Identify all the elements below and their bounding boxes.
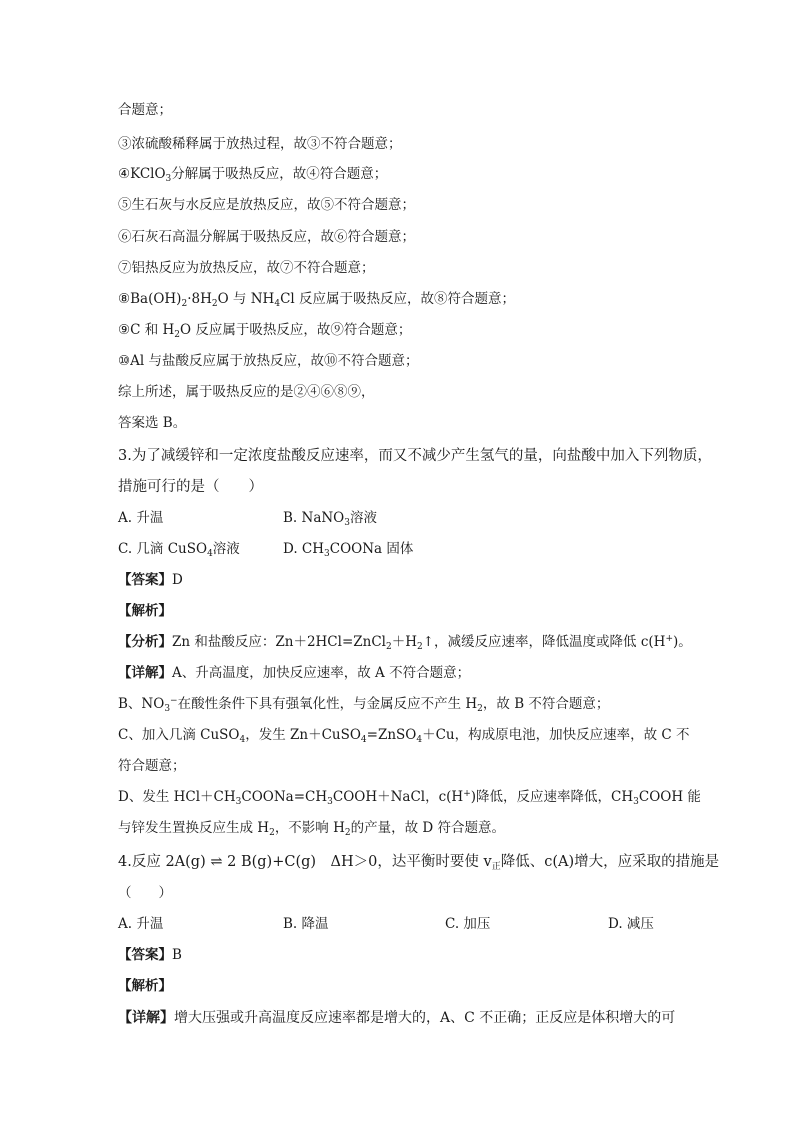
text-line: ⑥石灰石高温分解属于吸热反应，故⑥符合题意； (118, 229, 415, 245)
analysis-heading: 【解析】 (118, 603, 172, 619)
question-3-stem: 3.为了减缓锌和一定浓度盐酸反应速率，而又不减少产生氢气的量，向盐酸中加入下列物质， (118, 448, 712, 464)
option-d: D. $CH_3COONa$ 固体 (283, 541, 414, 559)
detail-line: C、加入几滴 CuSO$_4$，发生 Zn＋CuSO$_4$=ZnSO$_4$＋Cu，构成原电池，加快反应速率，故 C 不 (118, 727, 690, 745)
text-line: ③浓硫酸稀释属于放热过程，故③不符合题意； (118, 136, 402, 152)
detail-line: 与锌发生置换反应生成 $H_2$，不影响 $H_2$的产量，故 D 符合题意。 (118, 820, 506, 838)
text-line: ⑨C 和 $H_2O$ 反应属于吸热反应，故⑨符合题意； (118, 322, 412, 340)
analysis-line: 【分析】Zn 和盐酸反应：$Zn+2HCl=ZnCl_2+H_2↑$，减缓反应速率，降低温度或降低 c(H+)。 (118, 634, 692, 652)
text-line: ⑦铝热反应为放热反应，故⑦不符合题意； (118, 260, 375, 276)
detail-line: B、$NO_3^-$在酸性条件下具有强氧化性，与金属反应不产生 $H_2$，故 B 不符合题意； (118, 696, 610, 714)
question-3-stem: 措施可行的是（ ） (118, 479, 263, 495)
option-a: A. 升温 (118, 916, 164, 932)
text-line: $⑧Ba(OH)_2\cdot 8H_2O$ 与 $NH_4Cl$ 反应属于吸热反应，故⑧符合题意； (118, 291, 516, 309)
answer-line: 【答案】D (118, 572, 183, 588)
detail-line: D、发生 $HCl+CH_3COONa=CH_3COOH+NaCl$，c(H+)降低，反应速率降低，$CH_3COOH$ 能 (118, 789, 701, 807)
option-c: C. 加压 (445, 916, 491, 932)
text-line: ⑩Al 与盐酸反应属于放热反应，故⑩不符合题意； (118, 353, 419, 369)
analysis-heading: 【解析】 (118, 978, 172, 994)
question-4-stem: 4.反应 2A(g) ⇌ 2 B(g)+C(g) ΔH＞0，达平衡时要使 $v_正$降低、c(A)增大，应采取的措施是 (118, 854, 720, 872)
option-d: D. 减压 (608, 916, 654, 932)
text-line: 答案选 B。 (118, 415, 187, 431)
option-b: B. NaNO$_3$溶液 (283, 510, 377, 528)
option-a: A. 升温 (118, 510, 164, 526)
text-line: ④KClO$_3$分解属于吸热反应，故④符合题意； (118, 166, 388, 184)
text-line: ⑤生石灰与水反应是放热反应，故⑤不符合题意； (118, 197, 415, 213)
text-line: 综上所述，属于吸热反应的是②④⑥⑧⑨， (118, 384, 375, 400)
option-c: C. 几滴 CuSO$_4$溶液 (118, 541, 240, 559)
detail-line: 【详解】A、升高温度，加快反应速率，故 A 不符合题意； (118, 665, 471, 681)
equilibrium-arrows-icon: ⇌ (210, 854, 223, 870)
detail-line: 【详解】增大压强或升高温度反应速率都是增大的，A、C 不正确；正反应是体积增大的可 (118, 1010, 676, 1026)
detail-line: 符合题意； (118, 758, 186, 774)
text-line: 合题意； (118, 102, 172, 118)
question-4-stem: （ ） (118, 885, 172, 901)
answer-line: 【答案】B (118, 947, 182, 963)
option-b: B. 降温 (283, 916, 329, 932)
